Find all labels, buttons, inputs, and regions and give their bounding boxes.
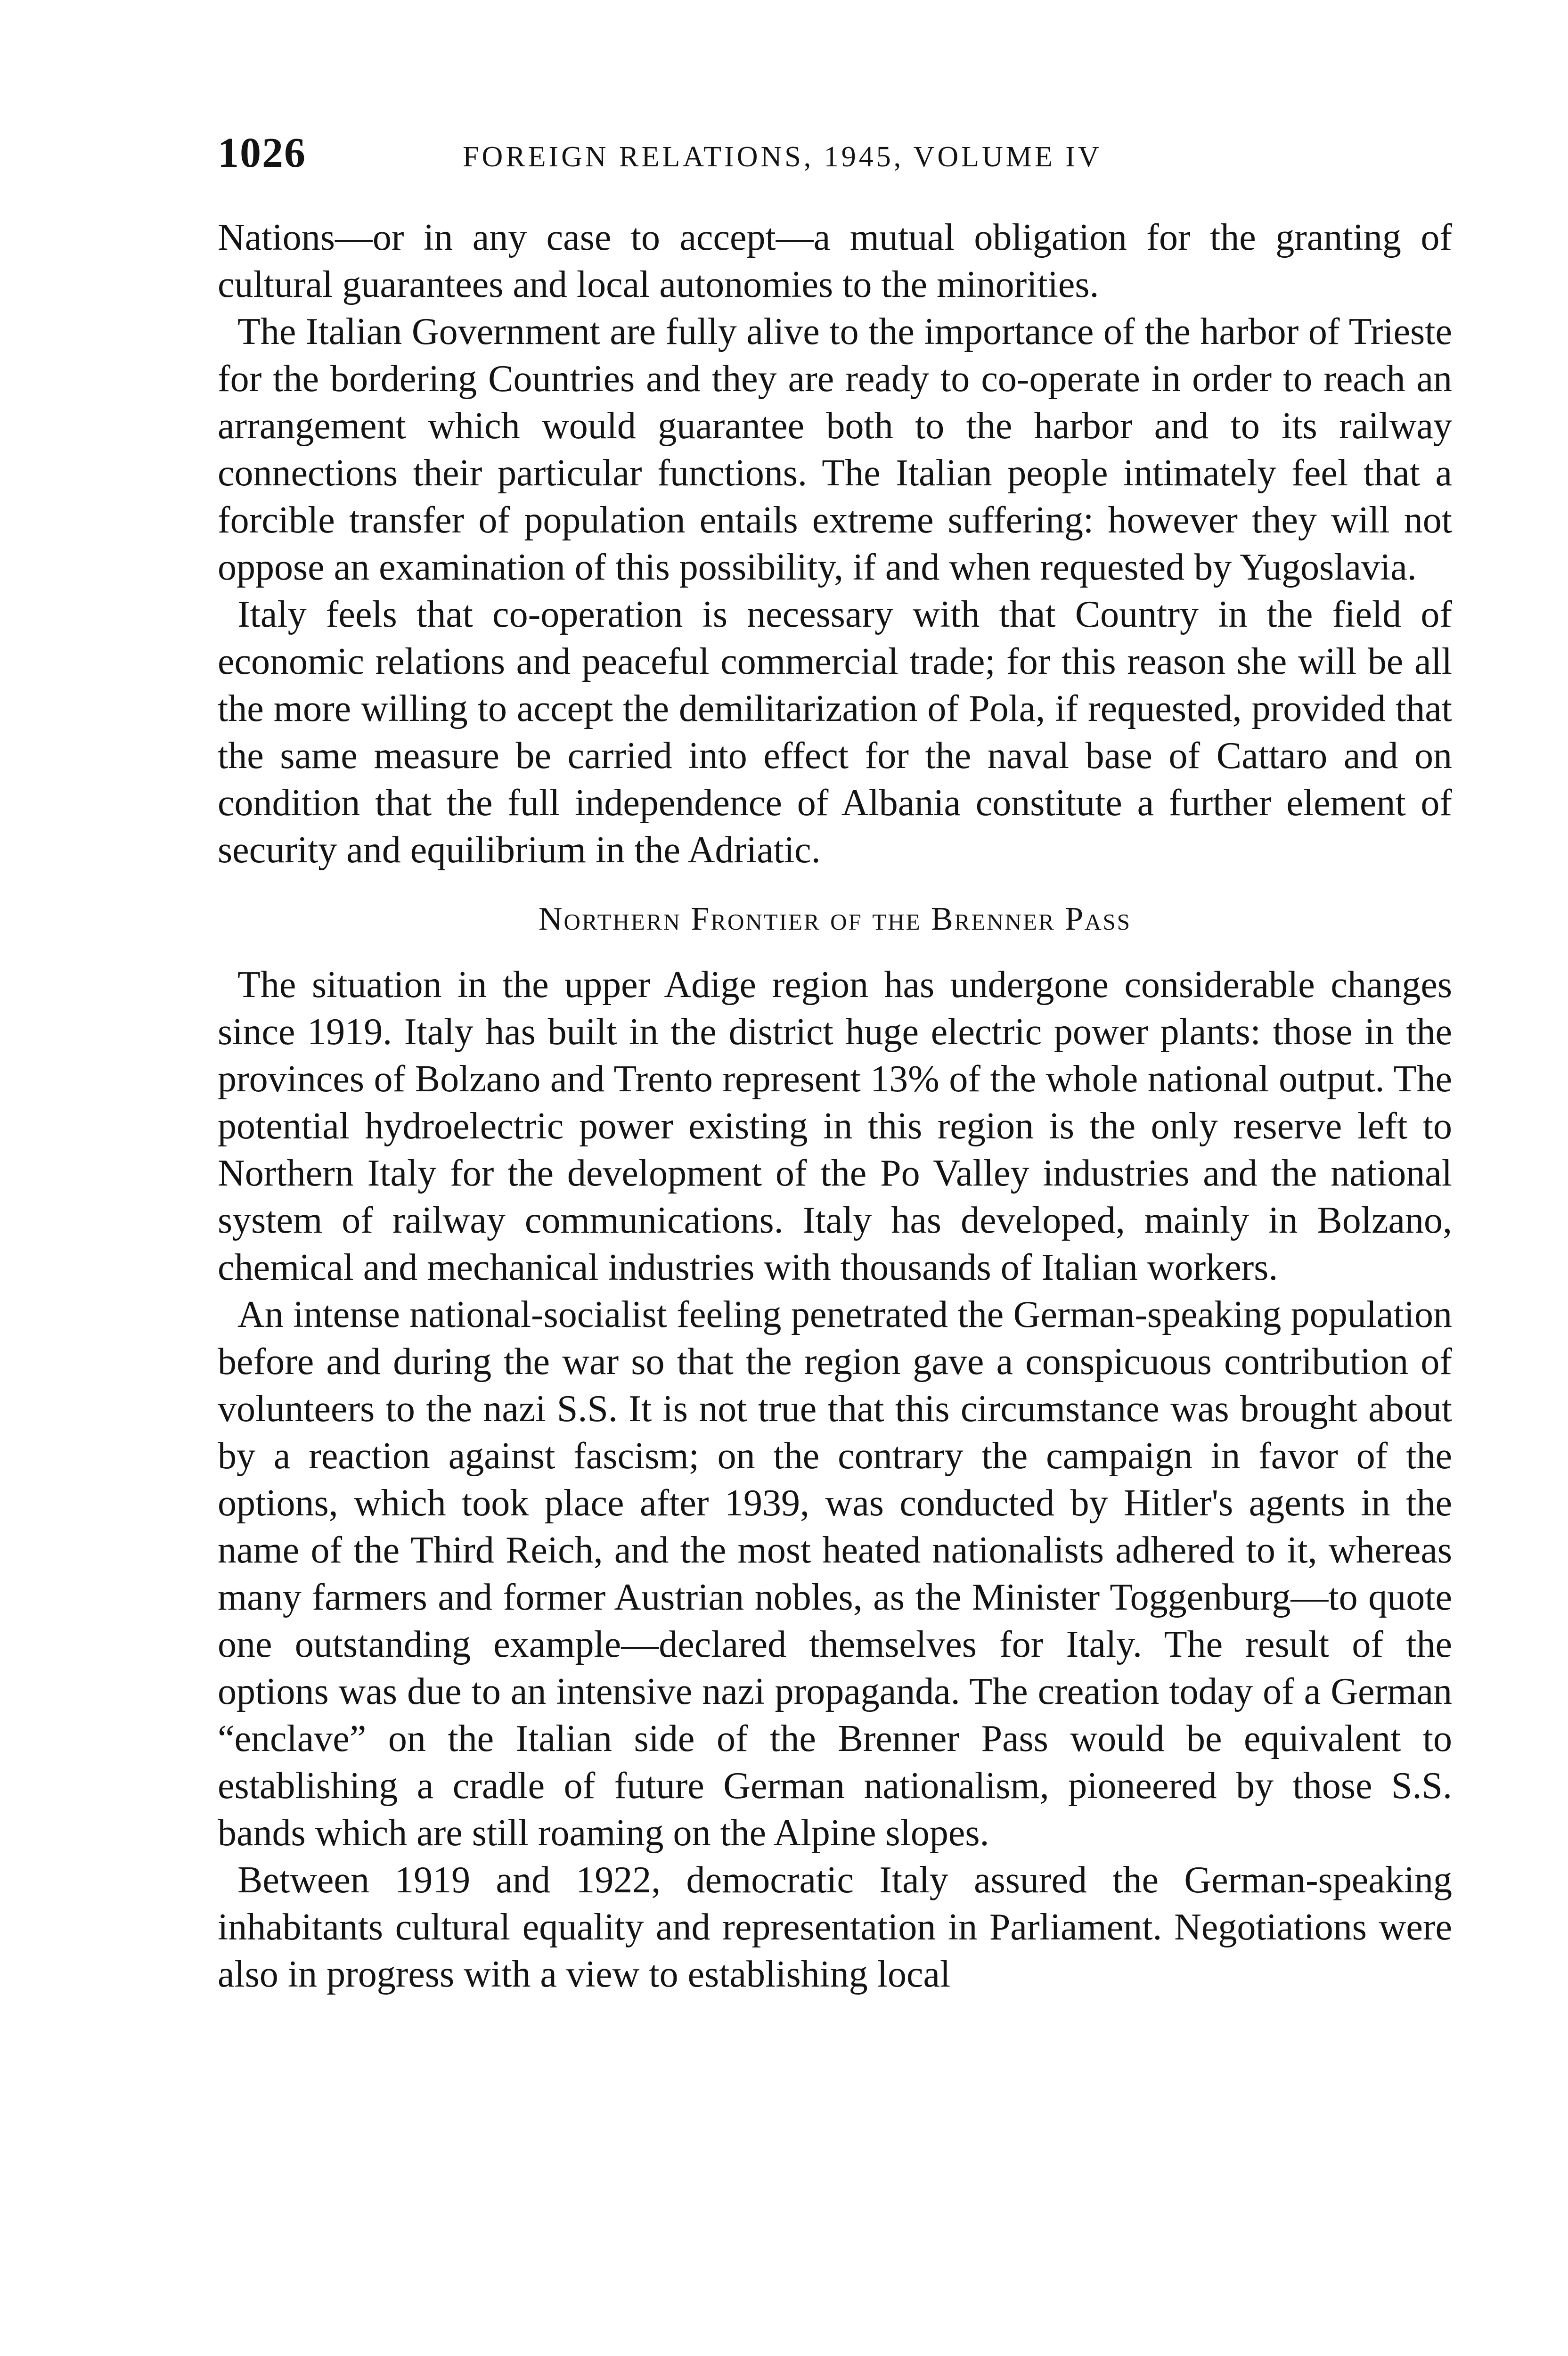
section-heading: Northern Frontier of the Brenner Pass [538, 901, 1132, 937]
paragraph-cooperation: Italy feels that co-operation is necessary with that Country in the field of economic relations and peaceful commercial trade; for this reason she will be all the more willing to accept the demilitarization of Pola, if requested, provided that the same measure be carried into effect for the naval base of Cattaro and on condition that the full independence of Albania constitute a further element of security and equilibrium in the Adriatic. [218, 594, 1452, 871]
paragraph-continuation: Nations—or in any case to accept—a mutual obligation for the granting of cultural guarantees and local autonomies to the minorities. [218, 217, 1452, 305]
running-head [218, 127, 1452, 179]
body-text [218, 214, 1452, 1998]
paragraph-trieste: The Italian Government are fully alive to the importance of the harbor of Trieste for the bordering Countries and they are ready to co-operate in order to reach an arrangement which would guarantee both to the harbor and to its railway connections their particular functions. The Italian people intimately feel that a forcible transfer of population entails extreme suffering: however they will not oppose an examination of this possibility, if and when requested by Yugoslavia. [218, 311, 1452, 588]
paragraph-national-socialist: An intense national-socialist feeling penetrated the German-speaking population before and during the war so that the region gave a conspicuous contribution of volunteers to the nazi S.S. It is not true that this circumstance was brought about by a reaction against fascism; on the contrary the campaign in favor of the options, which took place after 1939, was conducted by Hitler's agents in the name of the Third Reich, and the most heated nationalists adhered to it, whereas many farmers and former Austrian nobles, as the Minister Toggenburg—to quote one outstanding example—declared themselves for Italy. The result of the options was due to an intensive nazi propaganda. The creation today of a German “enclave” on the Italian side of the Brenner Pass would be equivalent to establishing a cradle of future German nationalism, pioneered by those S.S. bands which are still roaming on the Alpine slopes. [218, 1294, 1452, 1854]
paragraph-democratic-italy: Between 1919 and 1922, democratic Italy assured the German-speaking inhabitants cultural equality and representation in Parliament. Negotiations were also in progress with a view to establishing local [218, 1859, 1452, 1995]
paragraph-upper-adige: The situation in the upper Adige region has undergone considerable changes since 1919. Italy has built in the district huge electric power plants: those in the provinces of Bolzano and Trento represent 13% of the whole national output. The potential hydroelectric power existing in this region is the only reserve left to Northern Italy for the development of the Po Valley industries and the national system of railway communications. Italy has developed, mainly in Bolzano, chemical and mechanical industries with thousands of Italian workers. [218, 964, 1452, 1288]
page-number: 1026 [218, 130, 306, 176]
document-page [218, 127, 1452, 1998]
running-head-title: FOREIGN RELATIONS, 1945, VOLUME IV [463, 141, 1102, 173]
